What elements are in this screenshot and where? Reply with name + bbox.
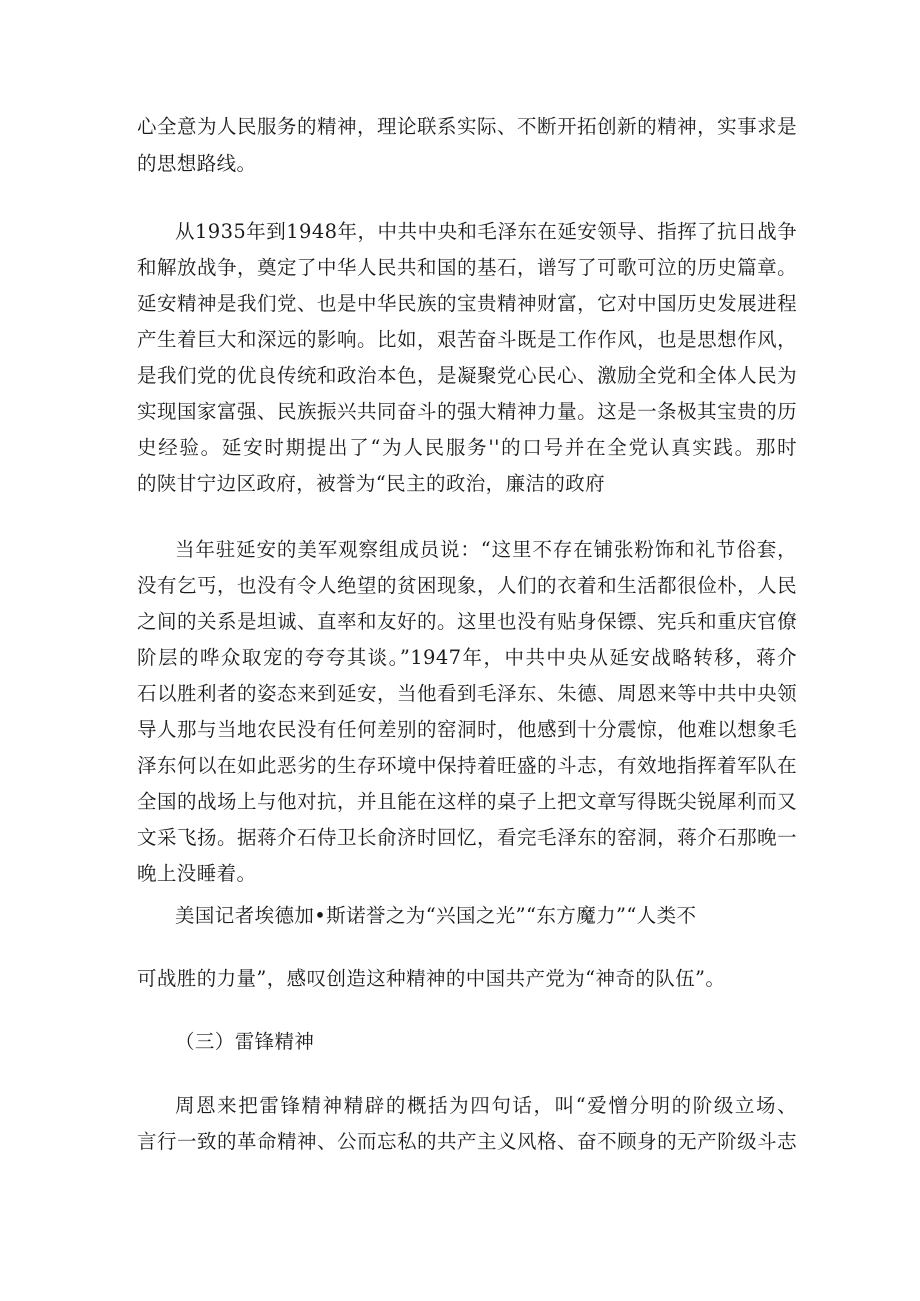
paragraph-line: 实现国家富强、民族振兴共同奋斗的强大精神力量。这是一条极其宝贵的历 [137, 400, 797, 423]
paragraph-line: 导人那与当地农民没有任何差别的窑洞时，他感到十分震惊，他难以想象毛 [137, 718, 797, 741]
paragraph-line: 言行一致的革命精神、公而忘私的共产主义风格、奋不顾身的无产阶级斗志 [137, 1130, 797, 1153]
paragraph-line: 文采飞扬。据蒋介石侍卫长俞济时回忆，看完毛泽东的窑洞，蒋介石那晚一 [137, 826, 797, 849]
paragraph-line: 泽东何以在如此恶劣的生存环境中保持着旺盛的斗志，有效地指挥着军队在 [137, 754, 797, 777]
paragraph-line: 史经验。延安时期提出了“为人民服务''的口号并在全党认真实践。那时 [137, 436, 797, 459]
paragraph-line: 当年驻延安的美军观察组成员说：“这里不存在铺张粉饰和礼节俗套， [175, 538, 797, 561]
paragraph-line: 和解放战争，奠定了中华人民共和国的基石，谱写了可歌可泣的历史篇章。 [137, 256, 797, 279]
paragraph-line: 的陕甘宁边区政府，被誉为“民主的政治，廉洁的政府 [137, 472, 606, 495]
paragraph-line: 从1935年到1948年，中共中央和毛泽东在延安领导、指挥了抗日战争 [175, 220, 797, 243]
paragraph-line: 石以胜利者的姿态来到延安，当他看到毛泽东、朱德、周恩来等中共中央领 [137, 682, 797, 705]
paragraph-line: 产生着巨大和深远的影响。比如，艰苦奋斗既是工作作风，也是思想作风， [137, 328, 797, 351]
paragraph-line: 阶层的哗众取宠的夸夸其谈。”1947年，中共中央从延安战略转移，蒋介 [137, 646, 797, 669]
paragraph-line: 美国记者埃德加•斯诺誉之为“兴国之光”“东方魔力”“人类不 [175, 904, 697, 927]
paragraph-line: 没有乞丐，也没有令人绝望的贫困现象，人们的衣着和生活都很俭朴，人民 [137, 574, 797, 597]
paragraph-line: 延安精神是我们党、也是中华民族的宝贵精神财富，它对中国历史发展进程 [137, 292, 797, 315]
paragraph-line: 的思想路线。 [137, 152, 257, 175]
paragraph-line: 可战胜的力量”，感叹创造这种精神的中国共产党为“神奇的队伍”。 [137, 967, 726, 990]
paragraph-line: 之间的关系是坦诚、直率和友好的。这里也没有贴身保镖、宪兵和重庆官僚 [137, 610, 797, 633]
paragraph-line: 晚上没睡着。 [137, 862, 257, 885]
paragraph-line: 心全意为人民服务的精神，理论联系实际、不断开拓创新的精神，实事求是 [137, 115, 797, 138]
section-heading: （三）雷锋精神 [175, 1030, 315, 1053]
paragraph-line: 周恩来把雷锋精神精辟的概括为四句话，叫“爱憎分明的阶级立场、 [175, 1094, 797, 1117]
paragraph-line: 是我们党的优良传统和政治本色，是凝聚党心民心、激励全党和全体人民为 [137, 364, 797, 387]
paragraph-line: 全国的战场上与他对抗，并且能在这样的桌子上把文章写得既尖锐犀利而又 [137, 790, 797, 813]
